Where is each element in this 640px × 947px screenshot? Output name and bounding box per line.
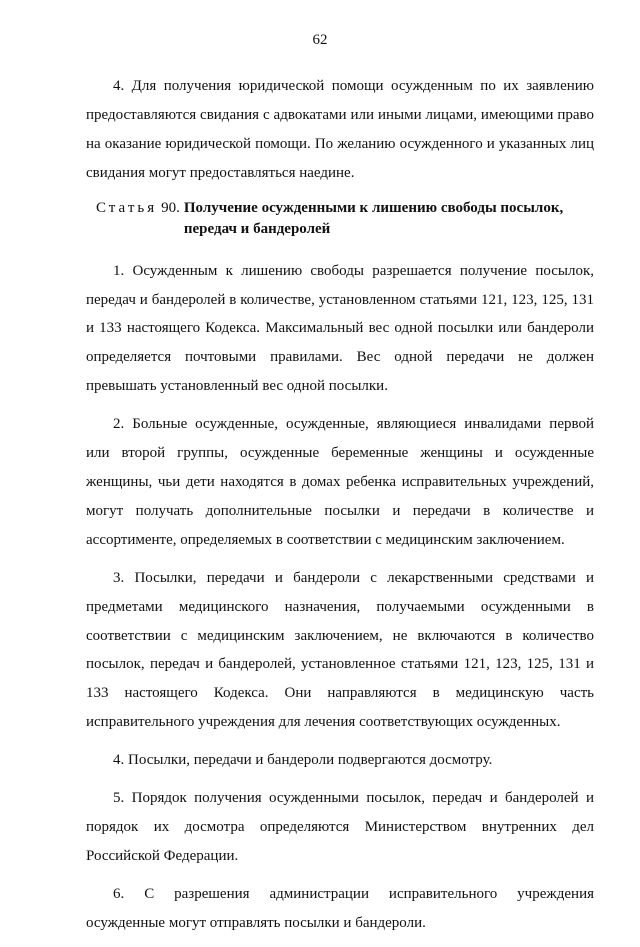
intro-paragraph: 4. Для получения юридической помощи осужденным по их заявлению предоставляются свидания с адвокатами или иными лицами, имеющими право на оказание юридической помощи. По желанию осужденного и указанных лиц свидания могут предоставляться наедине. <box>86 78 594 181</box>
document-body <box>86 72 594 947</box>
paragraph-2: 2. Больные осужденные, осужденные, являющиеся инвалидами первой или второй группы, осужденные беременные женщины и осужденные женщины, чьи дети находятся в домах ребенка исправительных учреждений, могут получать дополнительные посылки и передачи в количестве и ассортименте, определяемых в соответствии с медицинским заключением. <box>86 416 594 548</box>
paragraph-4: 4. Посылки, передачи и бандероли подвергаются досмотру. <box>113 752 493 769</box>
article-label: Статья <box>96 199 158 216</box>
paragraph-5: 5. Порядок получения осужденными посылок, передач и бандеролей и порядок их досмотра определяются Министерством внутренних дел Российской Федерации. <box>86 790 594 864</box>
article-number: 90. <box>161 199 180 216</box>
paragraph-3: 3. Посылки, передачи и бандероли с лекарственными средствами и предметами медицинского назначения, получаемыми осужденными в соответствии с медицинским заключением, не включаются в количество посылок, передач и бандеролей, установленное статьями 121, 123, 125, 131 и 133 настоящего Кодекса. Они направляются в медицинскую часть исправительного учреждения для лечения соответствующих осужденных. <box>86 569 594 731</box>
article-title: Получение осужденными к лишению свободы посылок, передач и бандеролей <box>183 199 564 237</box>
article-heading <box>86 198 594 240</box>
paragraph-1: 1. Осужденным к лишению свободы разрешается получение посылок, передач и бандеролей в количестве, установленном статьями 121, 123, 125, 131 и 133 настоящего Кодекса. Максимальный вес одной посылки или бандероли определяется почтовыми правилами. Вес одной передачи не должен превышать установленный вес одной посылки. <box>86 262 594 395</box>
page-number: 62 <box>312 32 328 48</box>
paragraph-6: 6. С разрешения администрации исправительного учреждения осужденные могут отправлять посылки и бандероли. <box>86 885 594 931</box>
article-label-group <box>86 198 184 240</box>
